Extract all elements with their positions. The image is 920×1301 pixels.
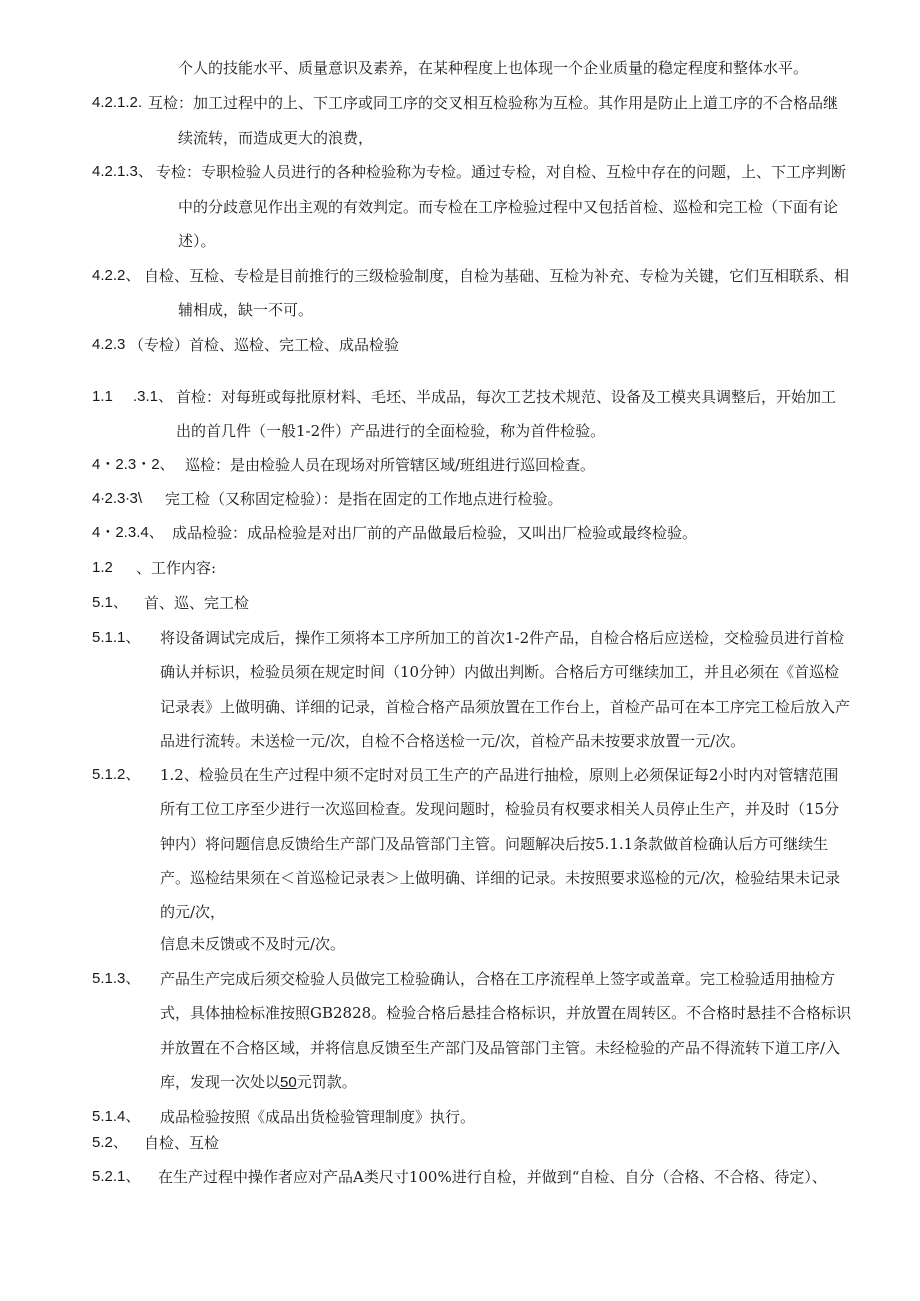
- paragraph-line: 确认并标识，检验员须在规定时间（10分钟）内做出判断。合格后方可继续加工，并且必须在《首巡检: [160, 663, 840, 681]
- section-number: 1.1: [92, 388, 113, 405]
- section-number: 4.2.1.2.: [92, 94, 143, 111]
- section-number: 4.2.1.3、: [92, 163, 153, 180]
- section-number: 5.1.2、: [92, 766, 141, 783]
- section-number: 4∙2.3∙3\: [92, 490, 143, 507]
- paragraph-line: 专检：专职检验人员进行的各种检验称为专检。通过专检，对自检、互检中存在的问题，上、下工序判断: [156, 163, 847, 181]
- paragraph-line: 出的首几件（一般1-2件）产品进行的全面检验，称为首件检验。: [176, 422, 606, 440]
- section-subnumber: .3.1、: [133, 388, 174, 405]
- section-number: 5.1.4、: [92, 1108, 141, 1125]
- paragraph-line: 巡检：是由检验人员在现场对所管辖区域/班组进行巡回检查。: [185, 456, 596, 474]
- paragraph-line: 品进行流转。未送检一元/次，自检不合格送检一元/次，首检产品未按要求放置一元/次。: [160, 732, 746, 750]
- paragraph-line: 成品检验：成品检验是对出厂前的产品做最后检验，又叫出厂检验或最终检验。: [172, 524, 698, 542]
- line-text: 库，发现一次处以: [160, 1073, 281, 1091]
- line-text-after: 元罚款。: [296, 1073, 357, 1091]
- paragraph-line: 成品检验按照《成品出货检验管理制度》执行。: [160, 1108, 476, 1126]
- section-heading: 首、巡、完工检: [144, 594, 250, 612]
- section-number: 5.1.3、: [92, 970, 141, 987]
- paragraph-line: 并放置在不合格区域，并将信息反馈至生产部门及品管部门主管。未经检验的产品不得流转下道工序/入: [160, 1039, 841, 1057]
- section-number: 5.1、: [92, 594, 128, 611]
- paragraph-line: 续流转，而造成更大的浪费，: [178, 129, 374, 147]
- section-number: 4・2.3.4、: [92, 524, 164, 541]
- paragraph-line: 的元/次，: [160, 903, 226, 921]
- paragraph-line: 个人的技能水平、质量意识及素养，在某种程度上也体现一个企业质量的稳定程度和整体水平。: [178, 59, 809, 77]
- paragraph-line: 首检：对每班或每批原材料、毛坯、半成品，每次工艺技术规范、设备及工模夹具调整后，开始加工: [176, 388, 837, 406]
- paragraph-line: [160, 1072, 357, 1093]
- paragraph-line: 1.2、检验员在生产过程中须不定时对员工生产的产品进行抽检，原则上必须保证每2小时内对管辖范围: [160, 766, 839, 784]
- section-number: 4.2.3: [92, 336, 126, 353]
- paragraph-line: 信息未反馈或不及时元/次。: [160, 935, 346, 953]
- section-number: 5.1.1、: [92, 629, 141, 646]
- section-number: 5.2.1、: [92, 1168, 141, 1185]
- section-number: 4.2.2、: [92, 267, 141, 284]
- paragraph-line: 中的分歧意见作出主观的有效判定。而专检在工序检验过程中又包括首检、巡检和完工检（下面有论: [178, 198, 839, 216]
- section-number: 1.2: [92, 559, 113, 576]
- paragraph-line: 记录表》上做明确、详细的记录，首检合格产品须放置在工作台上，首检产品可在本工序完工检后放入产: [160, 698, 851, 716]
- section-heading: 、工作内容:: [136, 559, 217, 577]
- section-number: 4・2.3・2、: [92, 456, 175, 473]
- paragraph-line: 互检：加工过程中的上、下工序或同工序的交叉相互检验称为互检。其作用是防止上道工序的不合格品继: [148, 94, 839, 112]
- paragraph-line: 产品生产完成后须交检验人员做完工检验确认，合格在工序流程单上签字或盖章。完工检验适用抽检方: [160, 970, 836, 988]
- section-heading: （专检）首检、巡检、完工检、成品检验: [129, 336, 400, 354]
- section-number: 5.2、: [92, 1134, 128, 1151]
- paragraph-line: 在生产过程中操作者应对产品A类尺寸100%进行自检，并做到“自检、自分（合格、不合格、待定）、: [158, 1168, 827, 1186]
- paragraph-line: 所有工位工序至少进行一次巡回检查。发现问题时，检验员有权要求相关人员停止生产，并及时（15分: [160, 800, 840, 818]
- paragraph-line: 完工检（又称固定检验）：是指在固定的工作地点进行检验。: [165, 490, 563, 508]
- paragraph-line: 述）。: [178, 232, 216, 250]
- paragraph-line: 辅相成，缺一不可。: [178, 301, 314, 319]
- section-heading: 自检、互检: [144, 1134, 220, 1152]
- paragraph-line: 将设备调试完成后，操作工须将本工序所加工的首次1-2件产品，自检合格后应送检，交检验员进行首检: [160, 629, 845, 647]
- paragraph-line: 自检、互检、专检是目前推行的三级检验制度，自检为基础、互检为补充、专检为关键，它们互相联系、相: [144, 267, 850, 285]
- paragraph-line: 产。巡检结果须在＜首巡检记录表＞上做明确、详细的记录。未按照要求巡检的元/次，检验结果未记录: [160, 869, 841, 887]
- paragraph-line: 钟内）将问题信息反馈给生产部门及品管部门主管。问题解决后按5.1.1条款做首检确认后方可继续生: [160, 835, 829, 853]
- fine-amount: 50: [280, 1074, 297, 1091]
- paragraph-line: 式，具体抽检标准按照GB2828。检验合格后悬挂合格标识，并放置在周转区。不合格时悬挂不合格标识: [160, 1004, 852, 1022]
